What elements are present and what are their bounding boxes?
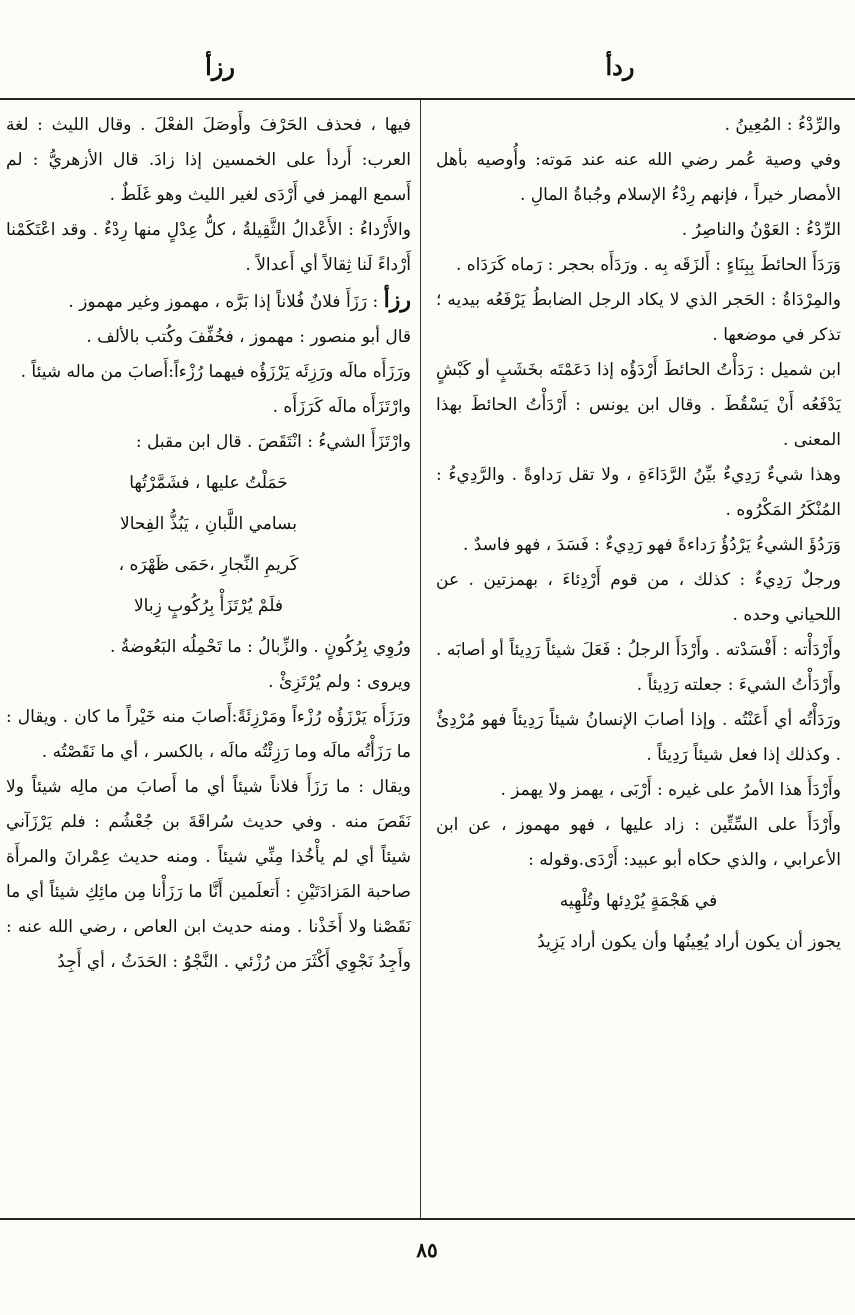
paragraph: الرِّدْءُ : العَوْنُ والناصِرُ . bbox=[681, 220, 841, 240]
verse-line: كَريمِ النِّجارِ ،حَمَى ظَهْرَه ، bbox=[118, 555, 299, 575]
paragraph: وهذا شيءٌ رَدِيءٌ بيِّنُ الرَّدَاءَةِ ، ولا تقل رَداوةً . والرَّدِيءُ : المُنْكَرُ المَكْرُوه . bbox=[436, 465, 841, 520]
entry-definition: : رَزَأَ فلانٌ فُلاناً إذا بَرَّه ، مهموز وغير مهموز . bbox=[68, 292, 379, 312]
verse-line: في هَجْمَةٍ يُرْدِئها وتُلْهِيه bbox=[559, 891, 718, 911]
column-divider bbox=[420, 100, 421, 1218]
paragraph: وَرَدُؤَ الشيءُ يَرْدُؤُ رَداءةً فهو رَدِيءٌ : فَسَدَ ، فهو فاسدٌ . bbox=[462, 535, 841, 555]
paragraph: ورَزَأَه يَرْزَؤُه رُزْءاً ومَرْزِئَةً:أَصابَ منه خَيْراً ما كان . ويقال : ما رَزَأْتُه مالَه وما رَزِئْتُه مالَه ، بالكسر ، أي ما نَقَصْتُه . bbox=[6, 707, 411, 762]
paragraph: والرِّدْءُ : المُعِينُ . bbox=[724, 115, 841, 135]
paragraph: ابن شميل : رَدَأْتُ الحائطَ أَرْدَؤُه إذا دَعَمْتَه بخَشَبٍ أو كَبْشٍ يَدْفَعُه أَنْ يَسْقُطَ . وقال ابن يونس : أَرْدَأْتُ الحائطَ بهذا المعنى . bbox=[436, 360, 841, 450]
paragraph: وارْتَزَأَه مالَه كَرَزَأَه . bbox=[272, 397, 411, 417]
paragraph: فيها ، فحذف الحَرْفَ وأَوصَلَ الفعْلَ . وقال الليث : لغة العرب: أَردأ على الخمسين إذا زادَ. قال الأزهريُّ : لم أَسمع الهمز في أَرْدَى لغير الليث وهو غَلَطٌ . bbox=[6, 115, 411, 205]
left-column bbox=[6, 108, 411, 980]
entry-paragraph bbox=[6, 283, 411, 320]
paragraph: وأَرْدَأَ هذا الأمرُ على غيره : أَرْبَى ، يهمز ولا يهمز . bbox=[500, 780, 841, 800]
paragraph: والأَرْداءُ : الأَعْدالُ الثَّقِيلةُ ، كلُّ عِدْلٍ منها رِدْءٌ . وقد اعْتَكَمْنا أَرْداءً لَنا ثِقالاً أي أَعدالاً . bbox=[6, 220, 411, 275]
header-rule bbox=[0, 98, 855, 100]
verse-line: حَمَلْتُ عليها ، فشَمَّرْتُها bbox=[129, 473, 288, 493]
page-header-right: ردأ bbox=[605, 52, 635, 81]
paragraph: ورُوِي بِرُكُونٍ . والزِّبالُ : ما تَحْمِلُه البَعُوضةُ . bbox=[109, 637, 411, 657]
paragraph: وأَرْدَأْته : أَفْسَدْته . وأَرْدَأَ الرجلُ : فَعَلَ شيئاً رَدِيئاً أو أصابَه . وأَرْدَأْتُ الشيءَ : جعلته رَدِيئاً . bbox=[436, 640, 841, 695]
paragraph: وفي وصية عُمر رضي الله عنه عند مَوته: وأُوصيه بأهل الأمصار خيراً ، فإنهم رِدْءُ الإسلام وجُباةُ المالِ . bbox=[436, 150, 841, 205]
paragraph: وأَرْدَأَ على السِّتِّين : زاد عليها ، فهو مهموز ، عن ابن الأعرابي ، والذي حكاه أبو عبيد: أَرْدَى.وقوله : bbox=[436, 815, 841, 870]
footer-rule bbox=[0, 1218, 855, 1220]
paragraph: وَرَدَأَ الحائطَ بِبِنَاءٍ : أَلزَقَه بِه . ورَدَأَه بحجر : رَماه كَرَدَاه . bbox=[455, 255, 841, 275]
paragraph: ورجلٌ رَدِيءٌ : كذلك ، من قوم أَرْدِئاءَ ، بهمزتين . عن اللحياني وحده . bbox=[436, 570, 841, 625]
entry-headword: رزأ bbox=[383, 287, 411, 313]
paragraph: يجوز أن يكون أراد يُعِينُها وأن يكون أراد يَزِيدُ bbox=[537, 932, 841, 952]
paragraph: قال أبو منصور : مهموز ، فخُفِّفَ وكُتب بالألف . bbox=[86, 327, 411, 347]
verse-line: بسامي اللَّبانِ ، يَبُذُّ الفِحالا bbox=[120, 514, 297, 534]
right-column bbox=[436, 108, 841, 960]
verse-line: فلَمْ يُرْتَزَأْ بِرُكُوبٍ زِبالا bbox=[133, 596, 284, 616]
paragraph: ورَزَأَه مالَه ورَزِئَه يَرْزَؤُه فيهما رُزْءاً:أَصابَ من ماله شيئاً . bbox=[20, 362, 411, 382]
paragraph: ويروى : ولم يُرْتَزِئْ . bbox=[268, 672, 411, 692]
paragraph: ويقال : ما رَزَأَ فلاناً شيئاً أي ما أَصابَ من مالِه شيئاً ولا نَقَصَ منه . وفي حديث سُراقَةَ بن جُعْشُم : فلم يَرْزَآني شيئاً أي لم يأْخُذا مِنِّي شيئاً . ومنه حديث عِمْرانَ والمرأَة صاحبة المَزادَتَيْنِ : أَتعلَمين أَنَّا ما رَزَأْنا مِن مائِكِ شيئاً أي ما نَقَصْنا ولا أَخَذْنا . ومنه حديث ابن العاص ، رضي الله عنه : وأَجِدُ نَجْوِي أَكْثَرَ من رُزْئي . النَّجْوُ : الحَدَثُ ، أي أَجِدُ bbox=[6, 777, 411, 972]
page-number: ٨٥ bbox=[416, 1238, 438, 1262]
paragraph: وارْتَزَأَ الشيءُ : انْتَقَصَ . قال ابن مقبل : bbox=[135, 432, 411, 452]
paragraph: ورَدَأْتُه أي أَعَنْتُه . وإذا أصابَ الإنسانُ شيئاً رَدِيئاً فهو مُرْدِئٌ . وكذلك إذا فعل شيئاً رَدِيئاً . bbox=[436, 710, 841, 765]
paragraph: والمِرْدَاةُ : الحَجر الذي لا يكاد الرجل الضابطُ يَرْفَعُه بيديه ؛ تذكر في موضعها . bbox=[436, 290, 841, 345]
page-header-left: رزأ bbox=[205, 52, 235, 81]
